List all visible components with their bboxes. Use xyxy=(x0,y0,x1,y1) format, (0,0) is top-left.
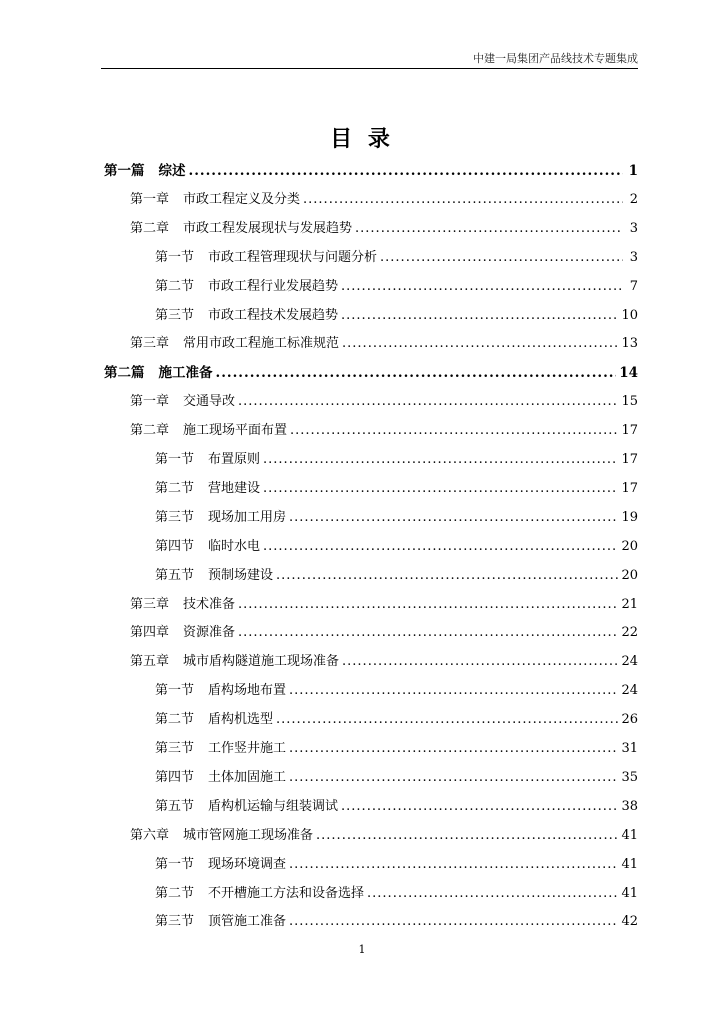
toc-entry-number: 第一章 xyxy=(130,394,170,410)
toc-leader-dots xyxy=(303,191,623,209)
toc-entry-label xyxy=(155,885,364,903)
toc-entry-label xyxy=(155,307,338,325)
toc-entry-page: 19 xyxy=(621,509,638,525)
toc-entry-label xyxy=(155,480,260,498)
toc-leader-dots xyxy=(341,307,618,325)
toc-entry-number: 第一节 xyxy=(155,683,195,699)
toc-title: 目 录 xyxy=(330,126,394,152)
toc-leader-dots xyxy=(289,856,618,874)
toc-entry-label xyxy=(155,451,260,469)
toc-leader-dots xyxy=(216,364,617,382)
toc-entry-title: 交通导改 xyxy=(183,394,236,410)
toc-entry[interactable] xyxy=(155,538,638,556)
toc-entry-title: 市政工程定义及分类 xyxy=(183,191,301,207)
toc-entry-number: 第一章 xyxy=(130,191,170,207)
toc-entry-title: 现场加工用房 xyxy=(208,509,287,525)
toc-entry[interactable] xyxy=(155,249,638,267)
toc-entry-label xyxy=(130,393,235,411)
toc-entry-label xyxy=(104,162,186,180)
toc-entry-label xyxy=(155,278,338,296)
toc-leader-dots xyxy=(290,422,618,440)
toc-leader-dots xyxy=(189,162,624,180)
toc-entry-page: 14 xyxy=(619,365,638,382)
toc-entry-page: 1 xyxy=(628,163,638,179)
toc-entry-number: 第三节 xyxy=(155,741,195,756)
toc-entry-number: 第四节 xyxy=(155,538,195,554)
toc-entry-page: 21 xyxy=(621,596,638,612)
toc-entry-page: 17 xyxy=(621,452,638,467)
toc-entry-title: 市政工程发展现状与发展趋势 xyxy=(183,220,353,236)
toc-entry-number: 第二节 xyxy=(155,712,195,728)
toc-entry-title: 综述 xyxy=(158,163,186,179)
toc-entry-label xyxy=(130,191,300,209)
toc-entry-page: 13 xyxy=(621,336,638,352)
toc-entry-title: 市政工程行业发展趋势 xyxy=(208,278,339,294)
toc-entry[interactable] xyxy=(155,307,638,325)
toc-entry-label xyxy=(130,335,339,353)
toc-entry[interactable] xyxy=(155,885,638,903)
toc-entry-number: 第一篇 xyxy=(104,163,145,179)
toc-entry-title: 营地建设 xyxy=(208,480,261,496)
toc-entry-title: 城市管网施工现场准备 xyxy=(183,827,314,843)
toc-entry[interactable] xyxy=(155,711,638,729)
toc-entry-page: 7 xyxy=(629,278,638,294)
toc-entry-number: 第一节 xyxy=(155,856,195,872)
toc-entry-title: 市政工程技术发展趋势 xyxy=(208,307,339,323)
toc-entry[interactable] xyxy=(155,480,638,498)
toc-entry-label xyxy=(130,624,235,642)
toc-entry[interactable] xyxy=(130,827,638,845)
toc-entry-page: 2 xyxy=(629,191,638,207)
toc-entry[interactable] xyxy=(155,913,638,931)
toc-entry-number: 第三章 xyxy=(130,336,170,352)
toc-entry-label xyxy=(155,769,286,787)
toc-entry-title: 资源准备 xyxy=(183,625,236,641)
toc-entry-number: 第五章 xyxy=(130,654,170,670)
toc-entry-page: 26 xyxy=(621,712,638,728)
toc-leader-dots xyxy=(263,451,618,469)
toc-entry-title: 盾构场地布置 xyxy=(208,683,287,699)
toc-entry-number: 第二篇 xyxy=(104,365,145,382)
toc-entry-label xyxy=(155,856,286,874)
toc-entry-page: 41 xyxy=(621,885,638,901)
toc-entry-page: 35 xyxy=(621,769,638,785)
toc-entry-title: 施工准备 xyxy=(158,365,213,382)
toc-entry-label xyxy=(155,913,286,931)
toc-leader-dots xyxy=(276,711,618,729)
toc-entry[interactable] xyxy=(130,596,638,614)
toc-leader-dots xyxy=(276,567,618,585)
toc-leader-dots xyxy=(316,827,618,845)
toc-entry-number: 第四章 xyxy=(130,625,170,641)
toc-entry[interactable] xyxy=(130,220,638,238)
toc-entry-page: 24 xyxy=(621,683,638,699)
toc-leader-dots xyxy=(341,798,618,816)
toc-leader-dots xyxy=(289,913,618,931)
toc-entry-number: 第五节 xyxy=(155,567,195,583)
toc-leader-dots xyxy=(238,596,618,614)
toc-leader-dots xyxy=(341,278,623,296)
toc-entry-page: 22 xyxy=(621,625,638,641)
toc-entry[interactable] xyxy=(130,422,638,440)
toc-entry[interactable] xyxy=(155,682,638,700)
toc-entry[interactable] xyxy=(130,335,638,353)
toc-entry-number: 第四节 xyxy=(155,769,195,785)
toc-entry-title: 预制场建设 xyxy=(208,567,274,583)
toc-entry[interactable] xyxy=(155,740,638,758)
toc-entry-page: 15 xyxy=(621,394,638,410)
toc-entry[interactable] xyxy=(155,509,638,527)
toc-entry-label xyxy=(130,596,235,614)
toc-entry-label xyxy=(155,249,377,267)
toc-leader-dots xyxy=(355,220,623,238)
toc-entry-label xyxy=(155,509,286,527)
toc-entry-label xyxy=(155,740,286,758)
toc-leader-dots xyxy=(342,335,618,353)
toc-entry-number: 第三章 xyxy=(130,596,170,612)
toc-entry[interactable] xyxy=(155,451,638,469)
toc-entry[interactable] xyxy=(155,769,638,787)
toc-entry-label xyxy=(130,422,287,440)
toc-entry-page: 41 xyxy=(621,827,638,843)
toc-entry[interactable] xyxy=(155,798,638,816)
toc-entry[interactable] xyxy=(155,278,638,296)
toc-entry-label xyxy=(155,567,273,585)
toc-entry-page: 10 xyxy=(621,307,638,323)
toc-leader-dots xyxy=(289,682,618,700)
toc-leader-dots xyxy=(238,624,618,642)
toc-entry-number: 第一节 xyxy=(155,452,195,467)
toc-entry-page: 24 xyxy=(621,654,638,670)
toc-entry-page: 3 xyxy=(629,220,638,236)
toc-leader-dots xyxy=(367,885,618,903)
toc-leader-dots xyxy=(238,393,618,411)
toc-entry-title: 顶管施工准备 xyxy=(208,914,287,930)
toc-entry-label xyxy=(130,220,352,238)
toc-entry[interactable] xyxy=(155,856,638,874)
toc-entry-number: 第一节 xyxy=(155,249,195,265)
toc-entry-title: 技术准备 xyxy=(183,596,236,612)
toc-leader-dots xyxy=(289,740,618,758)
toc-entry-title: 城市盾构隧道施工现场准备 xyxy=(183,654,340,670)
toc-entry-title: 不开槽施工方法和设备选择 xyxy=(208,885,365,901)
page-header xyxy=(101,50,638,69)
toc-entry-number: 第三节 xyxy=(155,914,195,930)
toc-entry-title: 盾构机选型 xyxy=(208,712,274,728)
toc-entry[interactable] xyxy=(130,191,638,209)
toc-entry[interactable] xyxy=(130,624,638,642)
toc-entry-label xyxy=(155,798,338,816)
toc-entry-title: 常用市政工程施工标准规范 xyxy=(183,336,340,352)
toc-entry[interactable] xyxy=(104,162,638,180)
toc-leader-dots xyxy=(342,653,618,671)
toc-entry-title: 施工现场平面布置 xyxy=(183,423,288,439)
toc-entry-page: 38 xyxy=(621,798,638,814)
toc-entry-label xyxy=(155,711,273,729)
toc-entry-number: 第二节 xyxy=(155,480,195,496)
toc-entry-label xyxy=(155,538,260,556)
toc-leader-dots xyxy=(289,769,618,787)
toc-entry-label xyxy=(130,827,313,845)
toc-leader-dots xyxy=(380,249,623,267)
footer-page-number: 1 xyxy=(358,943,366,956)
toc-entry-label xyxy=(130,653,339,671)
header-text: 中建一局集团产品线技术专题集成 xyxy=(473,52,638,65)
toc-entry-title: 土体加固施工 xyxy=(208,769,287,785)
toc-entry-number: 第二节 xyxy=(155,278,195,294)
toc-entry-page: 3 xyxy=(629,249,638,265)
toc-entry-title: 市政工程管理现状与问题分析 xyxy=(208,249,378,265)
toc-entry-label xyxy=(104,364,213,382)
toc-leader-dots xyxy=(263,538,618,556)
toc-entry-page: 41 xyxy=(621,856,638,872)
toc-entry-page: 17 xyxy=(621,423,638,439)
toc-entry-number: 第三节 xyxy=(155,307,195,323)
toc-entry-number: 第二章 xyxy=(130,423,170,439)
toc-leader-dots xyxy=(263,480,618,498)
toc-entry[interactable] xyxy=(130,653,638,671)
toc-entry[interactable] xyxy=(155,567,638,585)
toc-entry-title: 临时水电 xyxy=(208,538,261,554)
toc-entry-page: 20 xyxy=(621,567,638,583)
toc-entry-number: 第三节 xyxy=(155,509,195,525)
toc-entry[interactable] xyxy=(130,393,638,411)
toc-entry-title: 布置原则 xyxy=(208,452,261,467)
toc-entry-number: 第五节 xyxy=(155,798,195,814)
toc-entry-page: 17 xyxy=(621,480,638,496)
toc-entry-number: 第二章 xyxy=(130,220,170,236)
toc-entry-page: 42 xyxy=(621,914,638,930)
toc-entry-page: 20 xyxy=(621,538,638,554)
toc-entry-title: 现场环境调查 xyxy=(208,856,287,872)
toc-entry-title: 盾构机运输与组装调试 xyxy=(208,798,339,814)
toc-entry-label xyxy=(155,682,286,700)
toc-entry-page: 31 xyxy=(621,741,638,756)
toc-leader-dots xyxy=(289,509,618,527)
toc-entry-number: 第六章 xyxy=(130,827,170,843)
toc-entry[interactable] xyxy=(104,364,638,382)
toc-entry-number: 第二节 xyxy=(155,885,195,901)
toc-entry-title: 工作竖井施工 xyxy=(208,741,287,756)
